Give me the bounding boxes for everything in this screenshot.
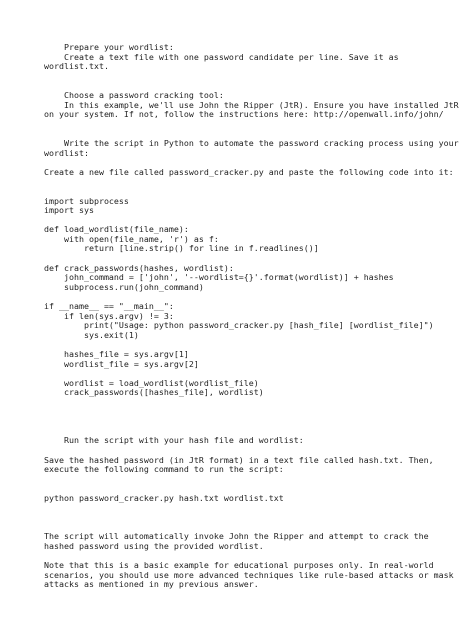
text-line: attacks as mentioned in my previous answer.: [44, 579, 259, 590]
text-line: sys.exit(1): [44, 329, 139, 340]
blank-line: [44, 417, 459, 427]
text-line: In this example, we'll use John the Ripper (JtR). Ensure you have installed JtR: [44, 99, 459, 110]
text-line: execute the following command to run the script:: [44, 464, 284, 475]
text-line: Create a text file with one password candidate per line. Save it as: [44, 51, 399, 62]
text-line: import sys: [44, 205, 94, 216]
blank-line: [44, 513, 459, 523]
blank-line: [44, 72, 459, 82]
text-line: crack_passwords([hashes_file], wordlist): [44, 387, 264, 398]
text-line: wordlist_file = sys.argv[2]: [44, 358, 199, 369]
text-line: print("Usage: python password_cracker.py [hash_file] [wordlist_file]"): [44, 320, 434, 331]
text-line: Choose a password cracking tool:: [44, 89, 224, 100]
text-line: def load_wordlist(file_name):: [44, 224, 189, 235]
text-line: Note that this is a basic example for educational purposes only. In real-world: [44, 560, 434, 571]
text-line: python password_cracker.py hash.txt wordlist.txt: [44, 492, 284, 503]
text-line: with open(file_name, 'r') as f:: [44, 233, 219, 244]
blank-line: [44, 408, 459, 418]
text-line: import subprocess: [44, 195, 129, 206]
text-line: subprocess.run(john_command): [44, 281, 204, 292]
text-line: john_command = ['john', '--wordlist={}'.format(wordlist)] + hashes: [44, 272, 394, 283]
text-line: wordlist.txt.: [44, 61, 109, 72]
text-line: return [line.strip() for line in f.readlines()]: [44, 243, 319, 254]
blank-line: [44, 398, 459, 408]
text-line: hashes_file = sys.argv[1]: [44, 349, 189, 359]
blank-line: [44, 120, 459, 130]
blank-line: [44, 475, 459, 485]
text-line: Create a new file called password_cracker.py and paste the following code into it:: [44, 166, 454, 177]
text-line: def crack_passwords(hashes, wordlist):: [44, 262, 234, 273]
text-line: Run the script with your hash file and wordlist:: [44, 435, 304, 446]
blank-line: [44, 177, 459, 187]
text-line: wordlist = load_wordlist(wordlist_file): [44, 377, 259, 388]
text-line: Prepare your wordlist:: [44, 42, 174, 52]
text-line: on your system. If not, follow the instructions here: http://openwall.info/john/: [44, 109, 444, 120]
text-line: Save the hashed password (in JtR format) in a text file called hash.txt. Then,: [44, 454, 434, 465]
text-line: wordlist:: [44, 147, 89, 158]
text-line: if len(sys.argv) != 3:: [44, 310, 174, 321]
text-line: Write the script in Python to automate the password cracking process using your: [44, 137, 459, 148]
text-line: hashed password using the provided wordlist.: [44, 540, 264, 551]
blank-line: [44, 504, 459, 514]
text-line: scenarios, you should use more advanced techniques like rule-based attacks or mask: [44, 569, 454, 580]
text-line: The script will automatically invoke John the Ripper and attempt to crack the: [44, 531, 429, 542]
text-line: if __name__ == "__main__":: [44, 301, 174, 312]
document-text: [44, 43, 459, 590]
